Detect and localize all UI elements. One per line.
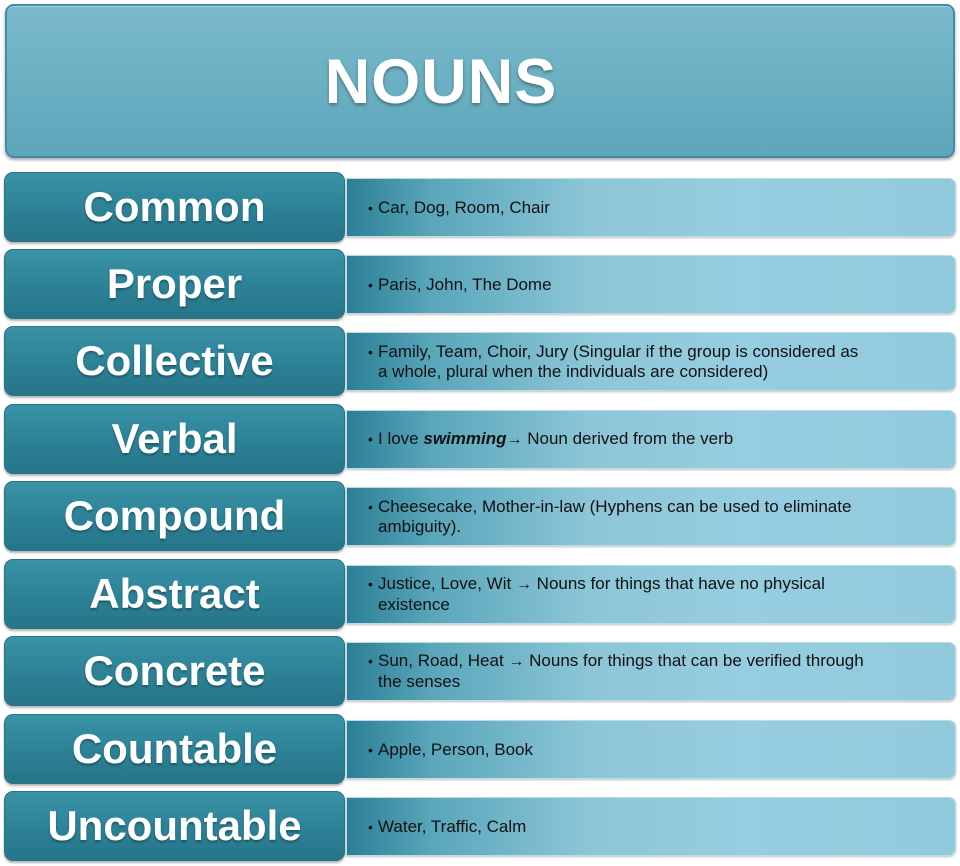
emphasized-word: swimming	[423, 429, 507, 448]
arrow-right-icon: →	[508, 653, 525, 670]
category-label: Collective	[75, 337, 274, 384]
description-text: Paris, John, The Dome	[378, 274, 552, 294]
bullet: •	[368, 343, 373, 360]
description-box-abstract	[346, 565, 956, 624]
description-box-concrete	[346, 642, 956, 701]
description-line-2: a whole, plural when the individuals are considered)	[378, 361, 769, 381]
category-box-abstract	[4, 559, 345, 629]
noun-row-abstract	[0, 559, 960, 631]
category-label: Verbal	[111, 415, 238, 462]
bullet: •	[368, 199, 373, 216]
category-box-verbal	[4, 404, 345, 474]
noun-row-verbal	[0, 404, 960, 476]
category-box-uncountable	[4, 791, 345, 861]
bullet: •	[368, 498, 373, 515]
description-box-common	[346, 178, 956, 237]
description-box-collective	[346, 332, 956, 391]
noun-row-uncountable	[0, 791, 960, 863]
noun-row-collective	[0, 326, 960, 398]
noun-row-proper	[0, 249, 960, 321]
category-box-proper	[4, 249, 345, 319]
category-label: Proper	[106, 260, 243, 307]
description-box-countable	[346, 720, 956, 779]
description-prefix: I love	[378, 429, 424, 448]
description-prefix: Sun, Road, Heat	[378, 651, 509, 670]
description-text: Water, Traffic, Calm	[378, 816, 527, 836]
description-line-2: the senses	[378, 672, 461, 691]
description-text: Car, Dog, Room, Chair	[378, 197, 550, 217]
description-line-2: ambiguity).	[378, 516, 462, 536]
bullet: •	[368, 818, 373, 835]
description-suffix: Nouns for things that have no physical	[531, 574, 825, 593]
category-box-concrete	[4, 636, 345, 706]
category-label: Compound	[63, 492, 286, 539]
description-box-verbal	[346, 410, 956, 469]
bullet: •	[368, 431, 373, 447]
noun-row-concrete	[0, 636, 960, 708]
category-box-collective	[4, 326, 345, 396]
arrow-right-icon: →	[506, 431, 523, 448]
description-line-1: Family, Team, Choir, Jury (Singular if the group is considered as	[378, 341, 859, 361]
category-label: Common	[83, 183, 266, 230]
category-label: Abstract	[89, 570, 260, 617]
bullet: •	[368, 576, 373, 592]
description-box-proper	[346, 255, 956, 314]
bullet: •	[368, 276, 373, 293]
noun-row-countable	[0, 714, 960, 786]
bullet: •	[368, 741, 373, 758]
bullet: •	[368, 653, 373, 669]
description-line-2: existence	[378, 595, 450, 614]
title-banner	[5, 4, 955, 158]
description-box-uncountable	[346, 797, 956, 856]
category-box-countable	[4, 714, 345, 784]
description-prefix: Justice, Love, Wit	[378, 574, 516, 593]
category-label: Uncountable	[47, 802, 302, 849]
noun-row-compound	[0, 481, 960, 553]
category-box-compound	[4, 481, 345, 551]
page-title: NOUNS	[324, 47, 558, 117]
noun-row-common	[0, 172, 960, 244]
category-label: Concrete	[83, 647, 266, 694]
description-suffix: Noun derived from the verb	[522, 429, 734, 448]
description-suffix: Nouns for things that can be verified through	[524, 651, 864, 670]
description-line-1: Cheesecake, Mother-in-law (Hyphens can be used to eliminate	[378, 496, 852, 516]
arrow-right-icon: →	[515, 576, 532, 593]
description-text: Apple, Person, Book	[378, 739, 533, 759]
category-box-common	[4, 172, 345, 242]
category-label: Countable	[71, 725, 278, 772]
description-box-compound	[346, 487, 956, 546]
